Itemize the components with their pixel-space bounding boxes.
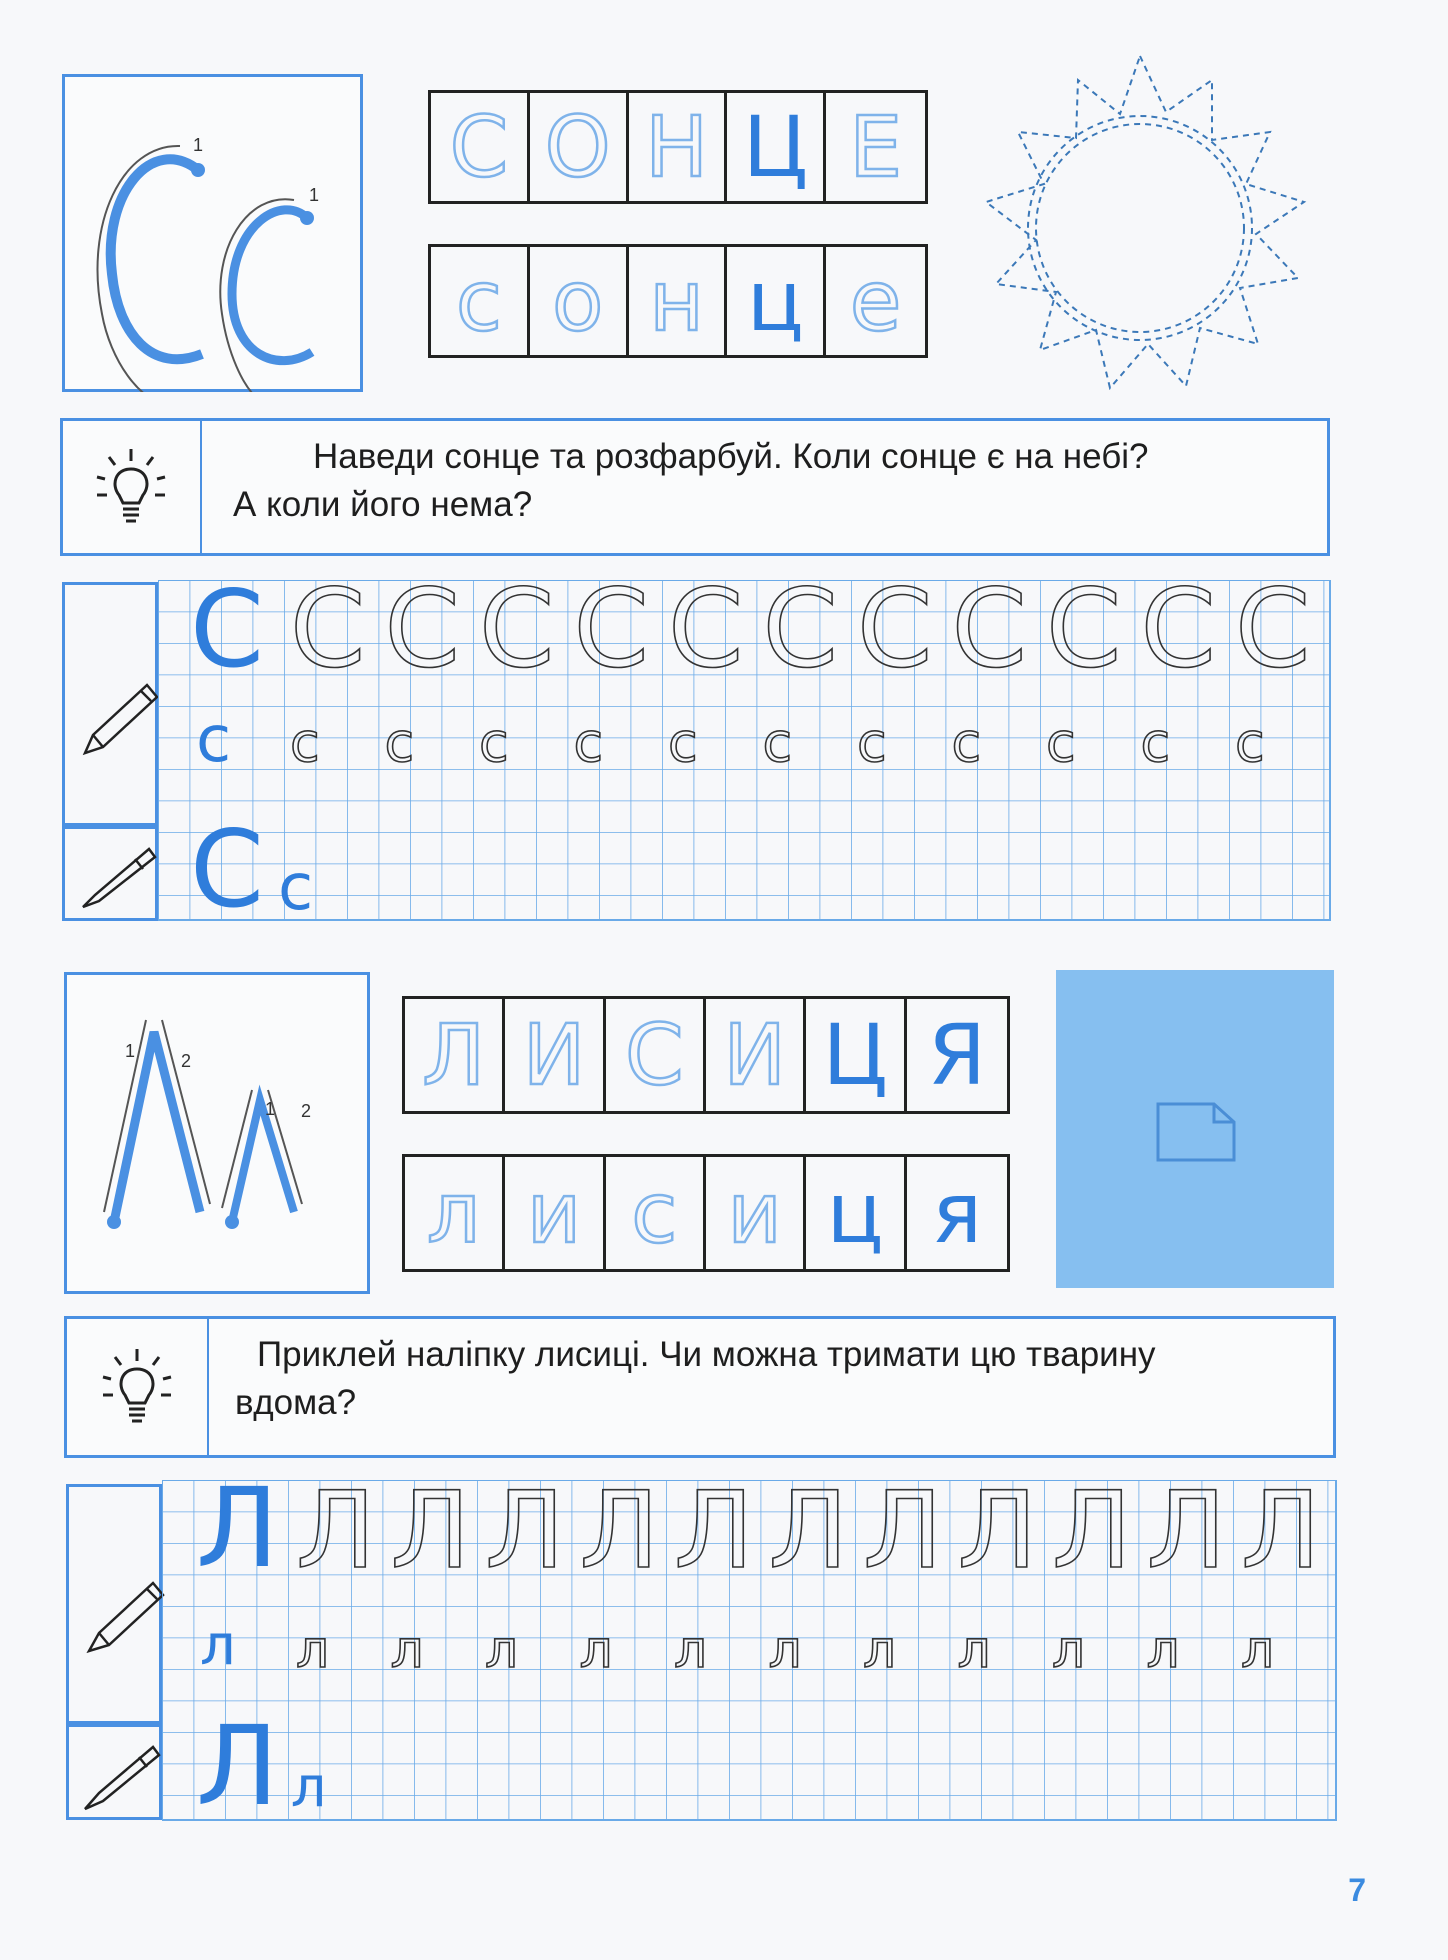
instruction-text: Приклей наліпку лисиці. Чи можна тримати цю тварину: [257, 1335, 1156, 1374]
trace-letter: Л: [579, 1469, 660, 1592]
letter-c-stroke-diagram: [62, 74, 363, 392]
word-letter: Н: [644, 98, 709, 196]
word-letter: Л: [422, 1006, 486, 1104]
word-upper-sontse: [428, 90, 928, 204]
trace-letter: С: [762, 567, 838, 692]
sticker-placeholder[interactable]: [1056, 970, 1334, 1288]
instruction-box-c: [60, 418, 1330, 556]
letter-l-stroke-diagram: [64, 972, 370, 1294]
stroke-order-number: 2: [301, 1101, 312, 1121]
word-letter-cell: [706, 999, 806, 1111]
word-letter: е: [849, 252, 902, 350]
trace-letter: с: [1235, 711, 1265, 774]
lightbulb-icon: [63, 421, 202, 553]
trace-letter: Л: [296, 1469, 376, 1592]
trace-letter: л: [674, 1620, 708, 1680]
pencil-icon: [65, 585, 161, 829]
trace-letter: Л: [390, 1469, 471, 1592]
trace-letter: л: [1146, 1620, 1180, 1680]
stroke-order-number: 1: [265, 1099, 276, 1119]
stroke-order-number: 1: [309, 185, 320, 205]
pencil-tool-cell: [62, 582, 158, 826]
model-letter: Л: [196, 1702, 279, 1830]
model-letter: с: [278, 851, 314, 925]
word-letter: Е: [849, 98, 903, 196]
model-letter: Л: [196, 1464, 279, 1592]
trace-letter: с: [290, 711, 320, 774]
word-letter-cell: [727, 93, 826, 201]
trace-letter: Л: [674, 1469, 754, 1592]
trace-letter: С: [384, 567, 460, 692]
practice-row-pen-c: [190, 808, 314, 931]
trace-letter: с: [384, 711, 415, 774]
trace-letter: л: [579, 1620, 613, 1680]
pencil-icon: [69, 1487, 165, 1727]
trace-letter: С: [1046, 567, 1122, 692]
word-letter: о: [552, 252, 604, 350]
word-letter: ц: [746, 252, 804, 350]
trace-letter: с: [668, 711, 698, 774]
instruction-text: вдома?: [235, 1383, 357, 1422]
trace-letter: С: [857, 567, 933, 692]
trace-letter: с: [951, 711, 982, 774]
trace-letter: Л: [863, 1469, 943, 1592]
word-letter-cell: [826, 93, 925, 201]
trace-letter: л: [485, 1620, 519, 1680]
word-lower-lysytsia: [402, 1154, 1010, 1272]
trace-letter: л: [768, 1620, 802, 1680]
trace-letter: с: [1140, 711, 1171, 774]
word-letter-cell: [706, 1157, 806, 1269]
pencil-tool-cell: [66, 1484, 162, 1724]
trace-letter: С: [573, 567, 649, 692]
word-letter-cell: [530, 93, 629, 201]
word-letter-cell: [530, 247, 629, 355]
sun-tracing-illustration: [960, 52, 1320, 404]
word-letter-cell: [405, 999, 505, 1111]
instruction-box-l: [64, 1316, 1336, 1458]
sticker-icon: [1154, 1094, 1238, 1164]
stroke-order-number: 2: [181, 1051, 192, 1071]
trace-letter: С: [668, 567, 744, 692]
word-letter-cell: [606, 999, 706, 1111]
word-letter-cell: [907, 1157, 1007, 1269]
word-letter: я: [931, 1164, 983, 1262]
trace-letter: С: [1235, 567, 1311, 692]
word-letter: Ц: [822, 1006, 888, 1104]
trace-letter: л: [1241, 1620, 1275, 1680]
trace-letter: С: [290, 567, 366, 692]
stroke-order-number: 1: [125, 1041, 136, 1061]
word-letter: и: [526, 1164, 582, 1262]
word-letter-cell: [431, 247, 530, 355]
word-letter: И: [522, 1006, 586, 1104]
trace-letter: Л: [768, 1469, 849, 1592]
letter-card-c: [62, 74, 363, 392]
model-letter: л: [200, 1613, 236, 1678]
trace-letter: Л: [1052, 1469, 1132, 1592]
practice-row-upper-c: [190, 568, 284, 691]
trace-letter: Л: [957, 1469, 1038, 1592]
lightbulb-icon: [67, 1319, 209, 1455]
trace-letter: с: [573, 711, 604, 774]
word-letter-cell: [727, 247, 826, 355]
word-letter-cell: [431, 93, 530, 201]
word-letter-cell: [629, 93, 728, 201]
word-letter: с: [631, 1164, 678, 1262]
word-letter: С: [625, 1006, 684, 1104]
model-letter: С: [190, 568, 265, 691]
trace-letter: с: [762, 711, 793, 774]
word-letter-cell: [806, 1157, 906, 1269]
word-letter: ц: [826, 1164, 884, 1262]
word-letter-cell: [405, 1157, 505, 1269]
word-letter-cell: [907, 999, 1007, 1111]
trace-letter: С: [1140, 567, 1216, 692]
trace-letter: л: [296, 1620, 330, 1680]
trace-letter: Л: [485, 1469, 565, 1592]
trace-letter: Л: [1146, 1469, 1227, 1592]
trace-letter: Л: [1241, 1469, 1321, 1592]
letter-card-l: [64, 972, 370, 1294]
instruction-text: Наведи сонце та розфарбуй. Коли сонце є на небі?: [313, 437, 1149, 476]
word-letter-cell: [505, 999, 605, 1111]
practice-row-upper-l: [196, 1464, 279, 1592]
word-letter-cell: [606, 1157, 706, 1269]
model-letter: л: [290, 1755, 327, 1820]
pen-tool-cell: [66, 1724, 162, 1820]
word-letter: н: [649, 252, 704, 350]
trace-letter: с: [1046, 711, 1076, 774]
trace-letter: с: [857, 711, 887, 774]
word-letter: л: [426, 1164, 481, 1262]
word-lower-sontse: [428, 244, 928, 358]
model-letter: с: [196, 703, 232, 777]
word-letter: с: [455, 252, 502, 350]
model-letter: С: [190, 808, 265, 931]
word-letter: И: [723, 1006, 787, 1104]
word-upper-lysytsia: [402, 996, 1010, 1114]
instruction-text: А коли його нема?: [233, 485, 533, 524]
practice-row-pen-l: [196, 1702, 327, 1830]
word-letter: и: [727, 1164, 782, 1262]
word-letter-cell: [806, 999, 906, 1111]
trace-letter: л: [390, 1620, 424, 1680]
word-letter-cell: [505, 1157, 605, 1269]
pen-icon: [65, 829, 161, 924]
word-letter-cell: [826, 247, 925, 355]
word-letter: Я: [927, 1006, 987, 1104]
word-letter: О: [544, 98, 611, 196]
pen-icon: [69, 1727, 165, 1823]
page-number: 7: [1348, 1872, 1366, 1908]
pen-tool-cell: [62, 826, 158, 921]
trace-letter: с: [479, 711, 509, 774]
trace-letter: С: [951, 567, 1027, 692]
practice-row-lower-l: [200, 1613, 236, 1678]
stroke-order-number: 1: [193, 135, 204, 155]
trace-letter: л: [957, 1620, 991, 1680]
trace-letter: С: [479, 567, 555, 692]
word-letter-cell: [629, 247, 728, 355]
trace-letter: л: [863, 1620, 897, 1680]
trace-letter: л: [1052, 1620, 1086, 1680]
practice-row-lower-c: [196, 703, 232, 777]
word-letter: Ц: [742, 98, 808, 196]
word-letter: С: [449, 98, 509, 196]
